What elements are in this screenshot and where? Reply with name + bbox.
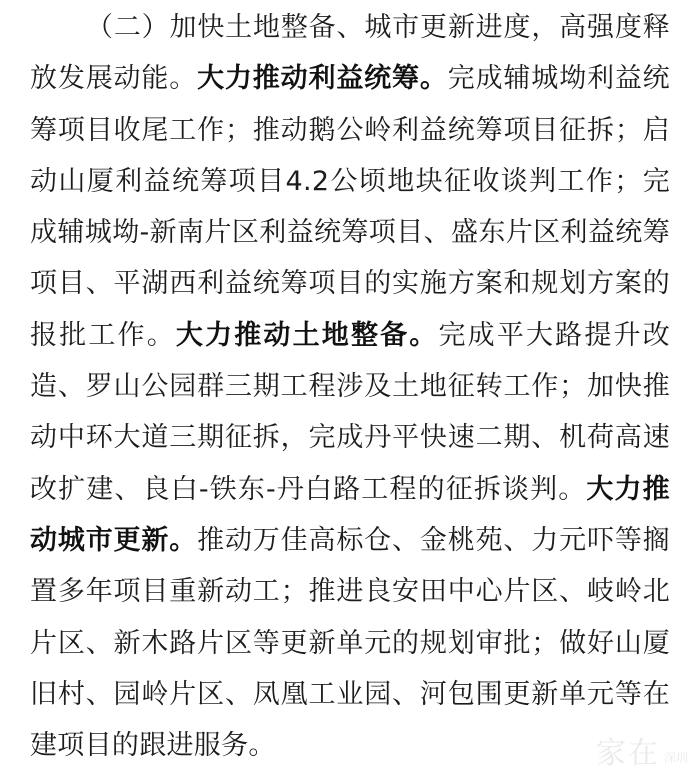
intro-text: （二）加快土地整备、城市更新进度，高强度释放发展动能。 [30,12,670,95]
interest-coordination-text: 完成辅城坳利益统筹项目收尾工作；推动鹅公岭利益统筹项目征拆；启动山厦利益统筹项目4.2公顷地块征收谈判工作；完成辅城坳-新南片区利益统筹项目、盛东片区利益统筹项目、平湖西利益统筹项目的实施方案和规划方案的报批工作。 [30,63,670,351]
watermark-text: 家在 [595,736,660,771]
body-paragraph [30,2,670,771]
heading-interest-coordination: 大力推动利益统筹。 [197,63,448,95]
heading-land-consolidation: 大力推动土地整备。 [175,319,439,351]
land-consolidation-text: 完成平大路提升改造、罗山公园群三期工程涉及土地征转工作；加快推动中环大道三期征拆，完成丹平快速二期、机荷高速改扩建、良白-铁东-丹白路工程的征拆谈判。 [30,319,671,505]
heading-urban-renewal: 大力推动城市更新。 [30,473,670,556]
watermark-subtext: 深圳 [663,751,688,765]
urban-renewal-text: 推动万佳高标仓、金桃苑、力元吓等搁置多年项目重新动工；推进良安田中心片区、岐岭北片区、新木路片区等更新单元的规划审批；做好山厦旧村、园岭片区、凤凰工业园、河包围更新单元等在建项目的跟进服务。 [30,524,670,762]
